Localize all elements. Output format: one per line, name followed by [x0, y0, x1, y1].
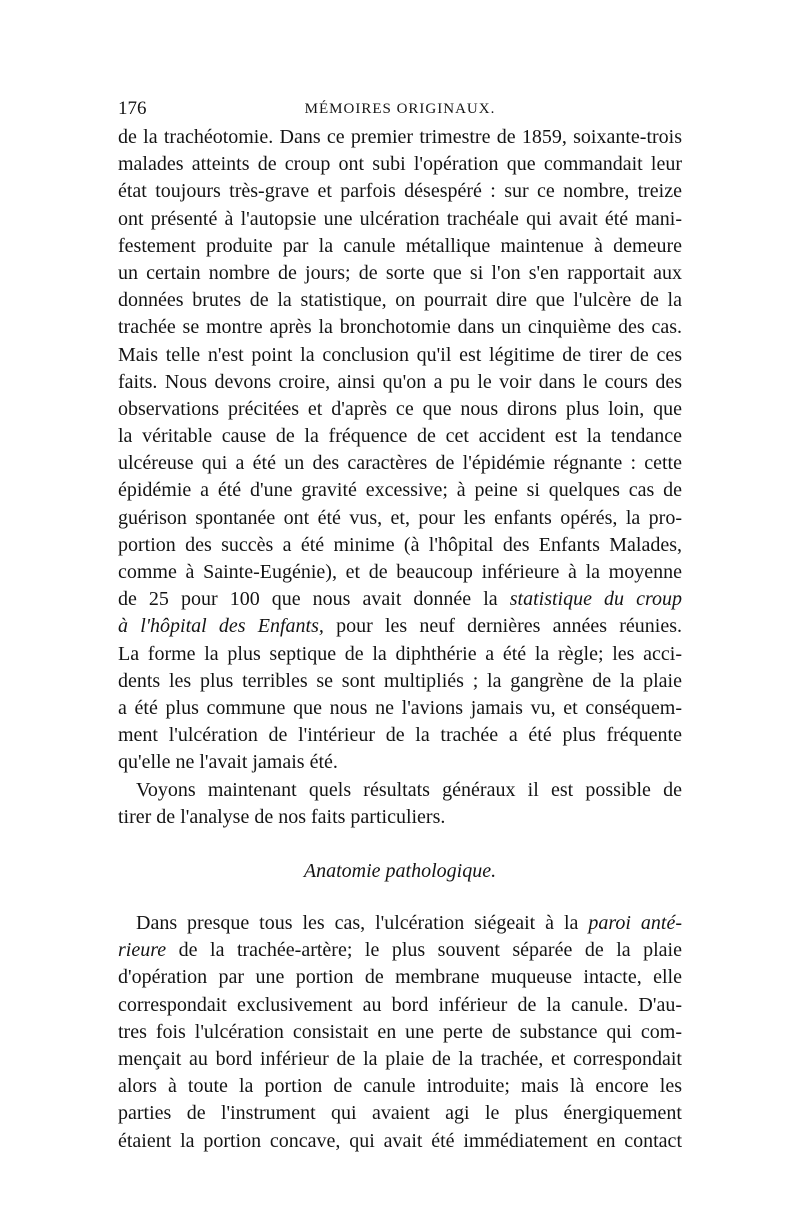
- body-text-top: [118, 124, 682, 831]
- italic-term: rieure: [118, 939, 167, 962]
- text-line: correspondait exclusivement au bord inférieur de la canule. D'au-: [118, 993, 682, 1016]
- text-line: [118, 937, 682, 964]
- running-title: MÉMOIRES ORIGINAUX.: [304, 101, 496, 117]
- text-line: ont présenté à l'autopsie une ulcération trachéale qui avait été mani-: [118, 207, 682, 230]
- text-line: dents les plus terribles se sont multipliés ; la gangrène de la plaie: [118, 669, 682, 692]
- text-line: la véritable cause de la fréquence de cet accident est la tendance: [118, 425, 682, 448]
- book-title-italic: statistique du croup: [509, 588, 682, 611]
- text-line: Voyons maintenant quels résultats généraux il est possible de: [136, 778, 682, 801]
- text-line: [118, 586, 682, 613]
- running-head: [118, 94, 682, 124]
- text-line: malades atteints de croup ont subi l'opération que commandait leur: [118, 153, 682, 176]
- text-line: parties de l'instrument qui avaient agi le plus énergiquement: [118, 1102, 682, 1125]
- text-line: mençait au bord inférieur de la plaie de la trachée, et correspondait: [118, 1047, 682, 1070]
- text-line: Mais telle n'est point la conclusion qu'il est légitime de tirer de ces: [118, 343, 682, 366]
- text-line: alors à toute la portion de canule introduite; mais là encore les: [118, 1075, 682, 1098]
- text-run: pour les neuf dernières années réunies.: [323, 615, 683, 638]
- text-line: guérison spontanée ont été vus, et, pour les enfants opérés, la pro-: [118, 506, 682, 529]
- text-line: état toujours très-grave et parfois désespéré : sur ce nombre, treize: [118, 180, 682, 203]
- book-title-italic: à l'hôpital des Enfants,: [118, 615, 324, 638]
- text-line: de la trachéotomie. Dans ce premier trimestre de 1859, soixante-trois: [118, 126, 682, 148]
- text-line: a été plus commune que nous ne l'avions jamais vu, et conséquem-: [118, 696, 682, 719]
- text-line: ment l'ulcération de l'intérieur de la trachée a été plus fréquente: [118, 724, 682, 747]
- text-line: épidémie a été d'une gravité excessive; à peine si quelques cas de: [118, 479, 682, 502]
- text-line: portion des succès a été minime (à l'hôpital des Enfants Malades,: [118, 533, 682, 556]
- section-heading: Anatomie pathologique.: [303, 860, 497, 882]
- text-line: comme à Sainte-Eugénie), et de beaucoup inférieure à la moyenne: [118, 561, 682, 583]
- text-line: qu'elle ne l'avait jamais été.: [118, 751, 338, 774]
- text-run: de 25 pour 100 que nous avait donnée la: [118, 588, 510, 611]
- text-line: trachée se montre après la bronchotomie dans un cinquième des cas.: [118, 316, 682, 339]
- italic-term: paroi anté-: [588, 912, 682, 934]
- text-line: ulcéreuse qui a été un des caractères de l'épidémie régnante : cette: [118, 452, 682, 475]
- body-text-bottom: [118, 910, 682, 1155]
- text-line: un certain nombre de jours; de sorte que si l'on s'en rapportait aux: [118, 261, 682, 284]
- text-line: festement produite par la canule métallique maintenue à demeure: [118, 234, 682, 257]
- text-line: faits. Nous devons croire, ainsi qu'on a pu le voir dans le cours des: [118, 370, 682, 393]
- text-run: de la trachée-artère; le plus souvent séparée de la plaie: [166, 939, 682, 962]
- page-number: 176: [118, 98, 147, 119]
- text-line: données brutes de la statistique, on pourrait dire que l'ulcère de la: [118, 289, 682, 312]
- text-run: Dans presque tous les cas, l'ulcération siégeait à la: [136, 912, 589, 934]
- text-line: tres fois l'ulcération consistait en une perte de substance qui com-: [118, 1020, 682, 1043]
- text-line: étaient la portion concave, qui avait été immédiatement en contact: [118, 1129, 682, 1152]
- text-line: d'opération par une portion de membrane muqueuse intacte, elle: [118, 966, 682, 989]
- text-line: [118, 910, 682, 937]
- text-line: observations précitées et d'après ce que nous dirons plus loin, que: [118, 397, 682, 420]
- text-line: [118, 613, 682, 640]
- text-line: tirer de l'analyse de nos faits particuliers.: [118, 805, 446, 828]
- text-line: La forme la plus septique de la diphthérie a été la règle; les acci-: [118, 642, 682, 665]
